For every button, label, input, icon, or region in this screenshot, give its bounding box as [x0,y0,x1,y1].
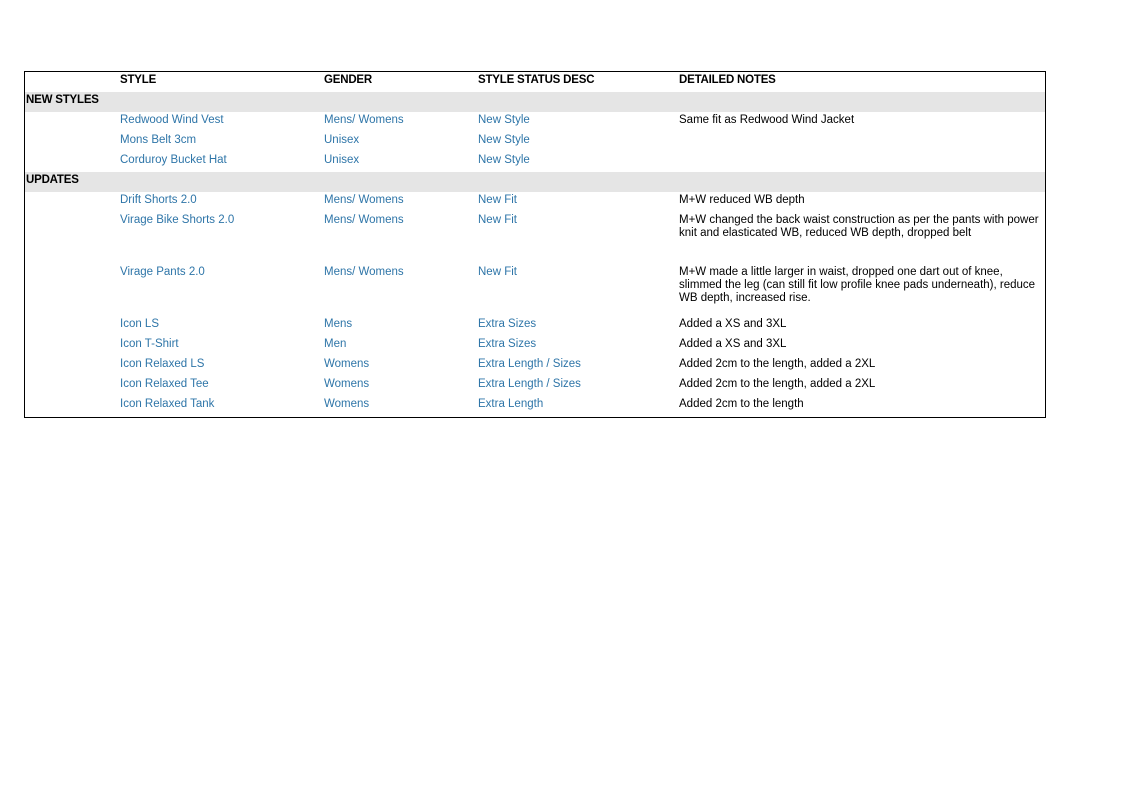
table-row [25,112,1045,132]
gender-cell[interactable]: Mens/ Womens [324,194,404,206]
table-row [25,152,1045,172]
table-row [25,336,1045,356]
notes-cell[interactable]: Added 2cm to the length, added a 2XL [679,358,876,370]
style-cell[interactable]: Icon T-Shirt [120,338,179,350]
table-row [25,264,1045,316]
status-cell[interactable]: New Fit [478,266,517,278]
header-status[interactable]: STYLE STATUS DESC [478,74,595,86]
section-label[interactable]: UPDATES [26,174,79,186]
header-style[interactable]: STYLE [120,74,157,86]
gender-cell[interactable]: Womens [324,358,370,370]
gender-cell[interactable]: Mens [324,318,353,330]
status-cell[interactable]: New Style [478,134,530,146]
status-cell[interactable]: Extra Length [478,398,544,410]
gender-cell[interactable]: Unisex [324,134,360,146]
spreadsheet-table [24,71,1046,418]
gender-cell[interactable]: Unisex [324,154,360,166]
style-cell[interactable]: Redwood Wind Vest [120,114,224,126]
style-cell[interactable]: Drift Shorts 2.0 [120,194,197,206]
notes-cell[interactable]: M+W changed the back waist construction as per the pants with power knit and elasticated WB, reduced WB depth, dropped belt [679,214,1039,239]
gender-cell[interactable]: Womens [324,398,370,410]
gender-cell[interactable]: Mens/ Womens [324,214,404,226]
table-row [25,192,1045,212]
gender-cell[interactable]: Mens/ Womens [324,266,404,278]
notes-cell[interactable]: Added a XS and 3XL [679,338,787,350]
section-row-updates [25,172,1045,192]
section-label[interactable]: NEW STYLES [26,94,99,106]
status-cell[interactable]: Extra Length / Sizes [478,378,581,390]
gender-cell[interactable]: Womens [324,378,370,390]
status-cell[interactable]: Extra Length / Sizes [478,358,581,370]
header-notes[interactable]: DETAILED NOTES [679,74,776,86]
style-cell[interactable]: Icon Relaxed Tee [120,378,209,390]
style-cell[interactable]: Mons Belt 3cm [120,134,197,146]
gender-cell[interactable]: Mens/ Womens [324,114,404,126]
status-cell[interactable]: New Style [478,114,530,126]
table-row [25,212,1045,264]
notes-cell[interactable]: Same fit as Redwood Wind Jacket [679,114,855,126]
notes-cell[interactable]: Added a XS and 3XL [679,318,787,330]
table-row [25,396,1045,417]
table-row [25,316,1045,336]
style-cell[interactable]: Icon Relaxed Tank [120,398,215,410]
notes-cell[interactable]: Added 2cm to the length, added a 2XL [679,378,876,390]
status-cell[interactable]: Extra Sizes [478,338,537,350]
table-row [25,356,1045,376]
table-row [25,376,1045,396]
gender-cell[interactable]: Men [324,338,347,350]
status-cell[interactable]: New Fit [478,214,517,226]
table-row [25,132,1045,152]
status-cell[interactable]: New Style [478,154,530,166]
header-gender[interactable]: GENDER [324,74,373,86]
style-cell[interactable]: Icon Relaxed LS [120,358,205,370]
style-cell[interactable]: Icon LS [120,318,159,330]
status-cell[interactable]: New Fit [478,194,517,206]
style-cell[interactable]: Virage Bike Shorts 2.0 [120,214,235,226]
header-row [25,72,1045,92]
notes-cell[interactable]: M+W reduced WB depth [679,194,805,206]
notes-cell[interactable]: M+W made a little larger in waist, dropped one dart out of knee, slimmed the leg (can still fit low profile knee pads underneath), reduce WB depth, increased rise. [679,266,1036,304]
status-cell[interactable]: Extra Sizes [478,318,537,330]
notes-cell[interactable]: Added 2cm to the length [679,398,804,410]
style-cell[interactable]: Corduroy Bucket Hat [120,154,227,166]
section-row-new-styles [25,92,1045,112]
style-cell[interactable]: Virage Pants 2.0 [120,266,205,278]
